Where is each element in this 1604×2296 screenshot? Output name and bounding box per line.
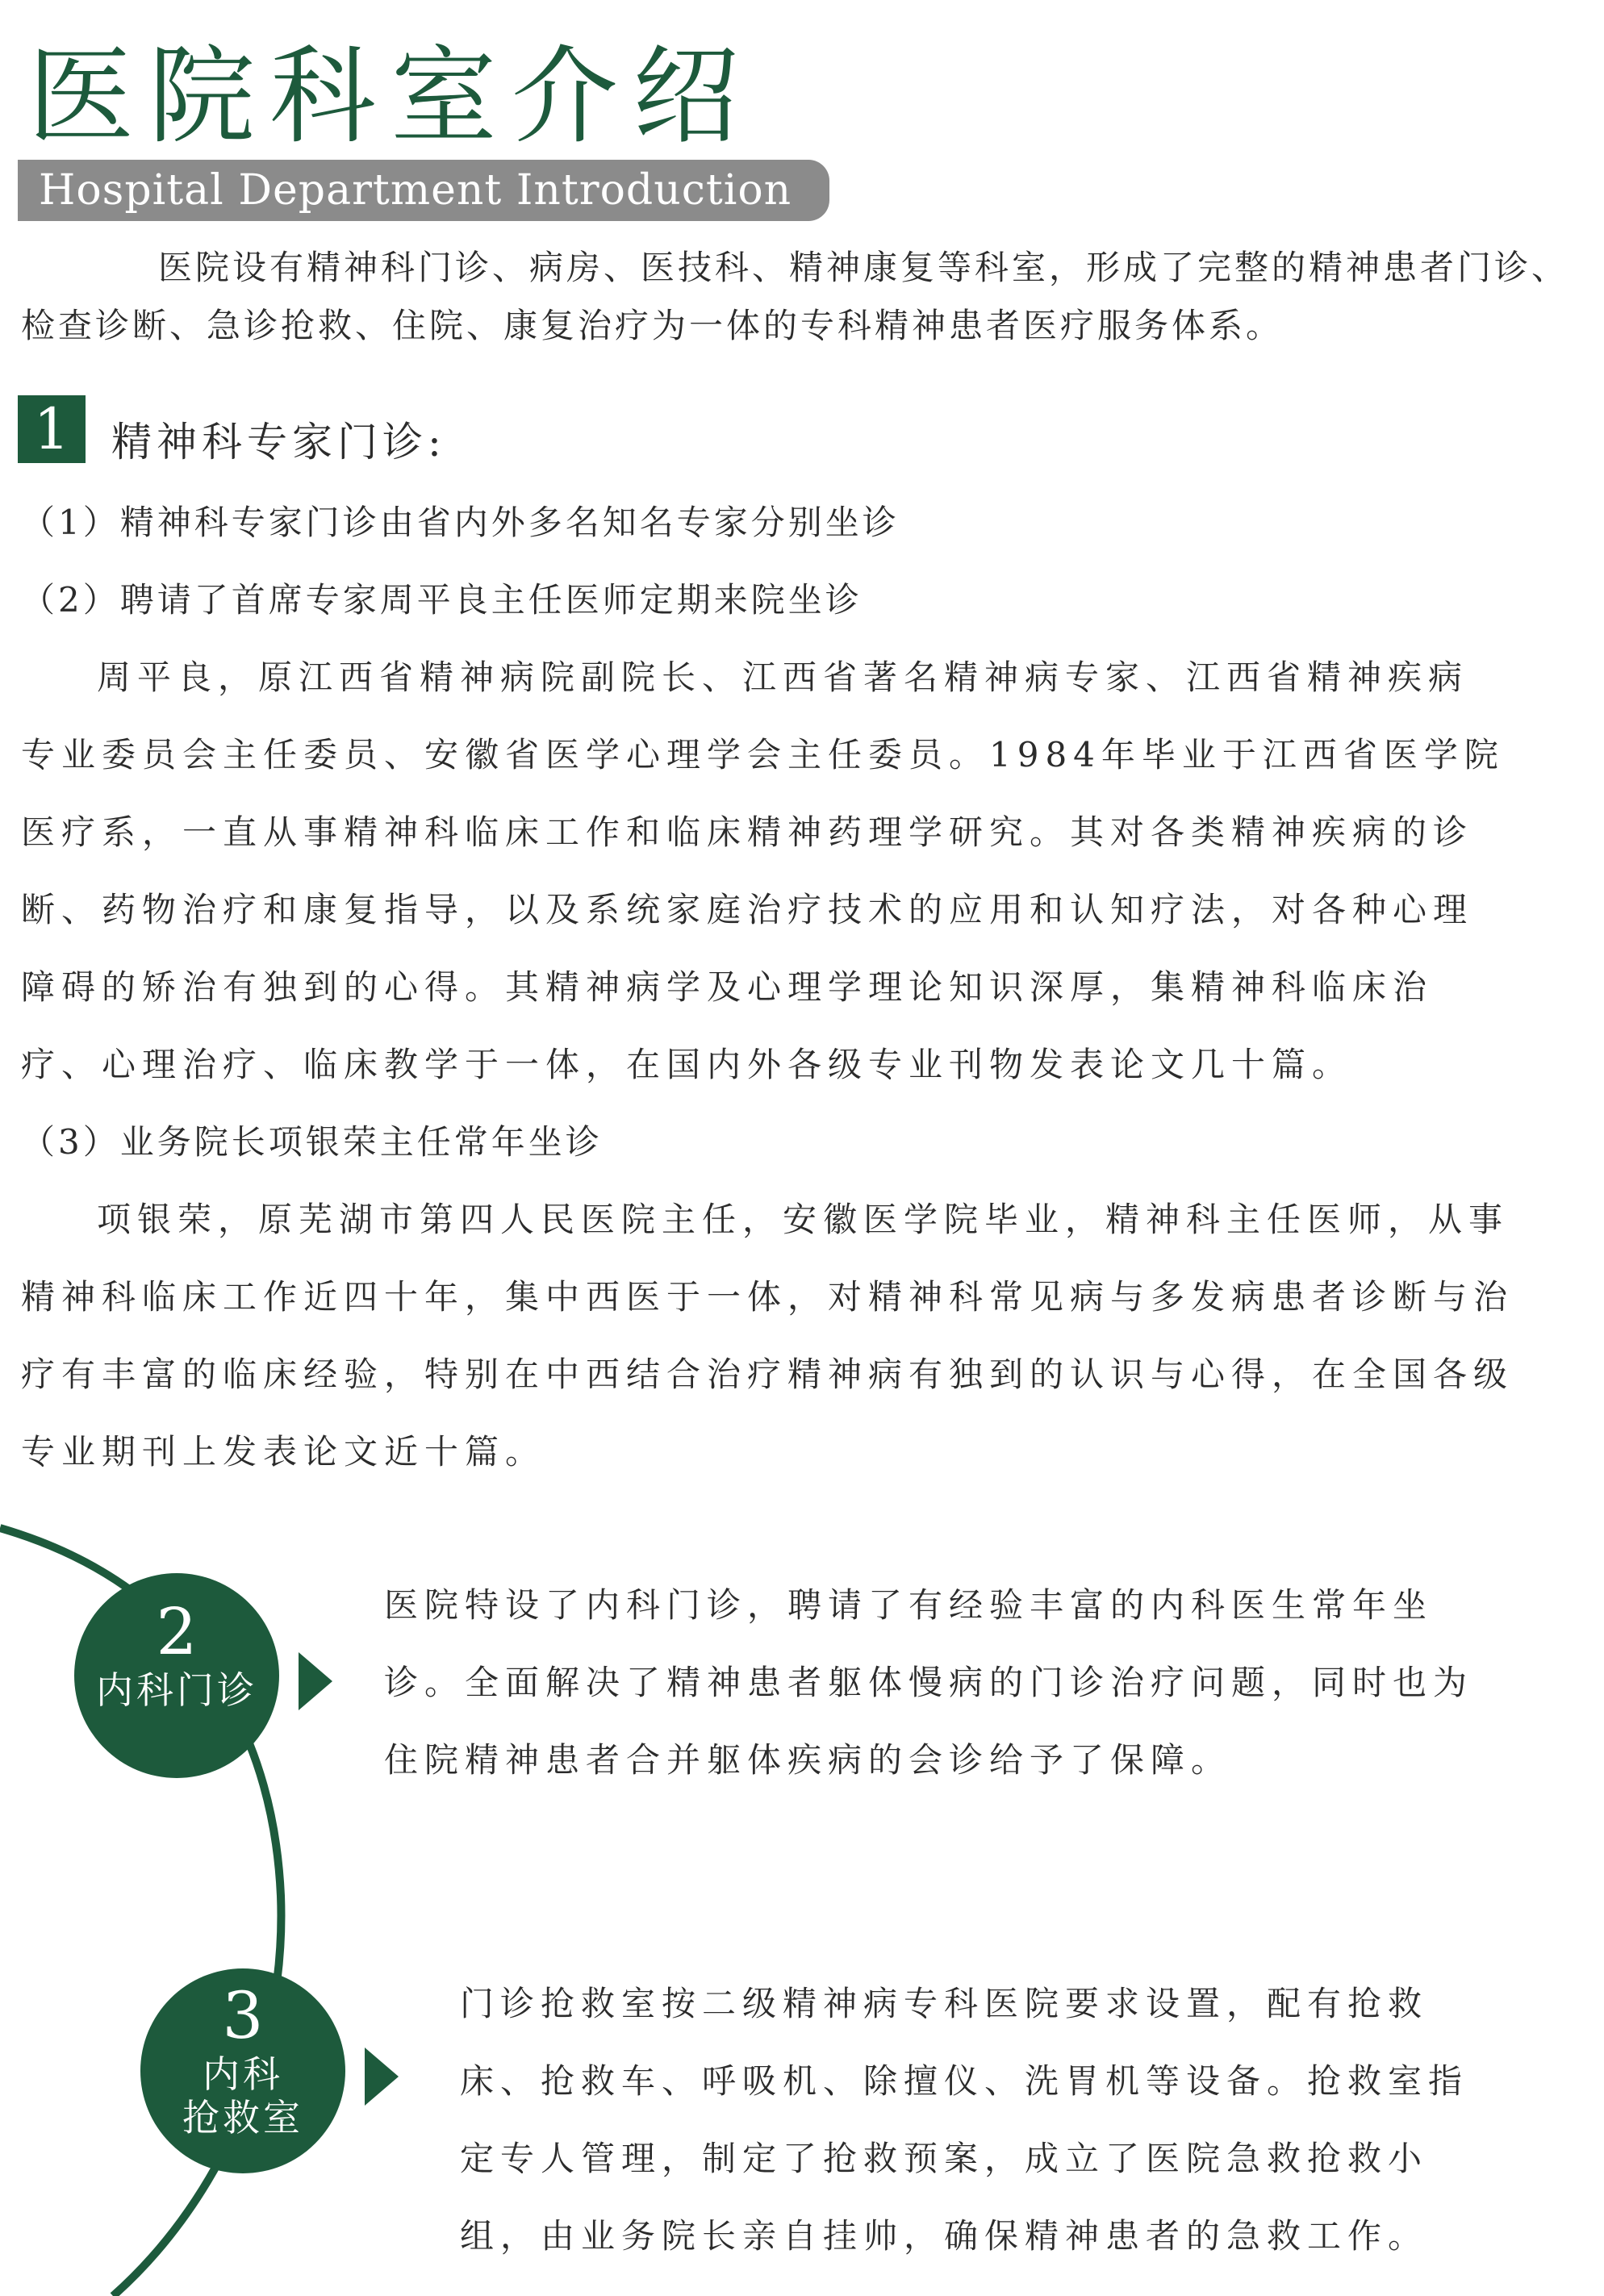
zhou-bio-line: 医疗系，一直从事精神科临床工作和临床精神药理学研究。其对各类精神疾病的诊 bbox=[21, 812, 1474, 852]
zhou-bio-line: 疗、心理治疗、临床教学于一体，在国内外各级专业刊物发表论文几十篇。 bbox=[21, 1045, 1353, 1084]
intro-text: 医院设有精神科门诊、病房、医技科、精神康复等科室，形成了完整的精神患者门诊、检查诊断、急诊抢救、住院、康复治疗为一体的专科精神患者医疗服务体系。 bbox=[21, 248, 1569, 345]
section-2-number: 2 bbox=[156, 1594, 198, 1669]
section-1-badge: 1 bbox=[18, 395, 86, 463]
section-2-line: 诊。全面解决了精神患者躯体慢病的门诊治疗问题，同时也为 bbox=[384, 1663, 1474, 1702]
intro-paragraph bbox=[21, 239, 1570, 355]
xiang-bio-line: 疗有丰富的临床经验，特别在中西结合治疗精神病有独到的认识与心得，在全国各级 bbox=[21, 1355, 1514, 1394]
xiang-bio-line: 精神科临床工作近四十年，集中西医于一体，对精神科常见病与多发病患者诊断与治 bbox=[21, 1277, 1514, 1317]
xiang-bio-line: 专业期刊上发表论文近十篇。 bbox=[21, 1432, 546, 1472]
section-3-line: 组，由业务院长亲自挂帅，确保精神患者的急救工作。 bbox=[460, 2216, 1429, 2256]
subtitle-text: Hospital Department Introduction bbox=[39, 166, 792, 215]
xiang-bio-line: 项银荣，原芜湖市第四人民医院主任，安徽医学院毕业，精神科主任医师，从事 bbox=[97, 1200, 1510, 1239]
zhou-bio-line: 专业委员会主任委员、安徽省医学心理学会主任委员。1984年毕业于江西省医学院 bbox=[21, 735, 1505, 774]
section-2-circle bbox=[74, 1573, 279, 1778]
section-2-text bbox=[384, 1567, 1473, 1799]
section-3-number: 3 bbox=[222, 1978, 264, 2053]
section-1-item-1: （1）精神科专家门诊由省内外多名知名专家分别坐诊 bbox=[21, 503, 900, 542]
section-2-arrow-icon bbox=[299, 1652, 332, 1710]
section-3-line: 门诊抢救室按二级精神病专科医院要求设置，配有抢救 bbox=[460, 1984, 1429, 2023]
section-3-text bbox=[460, 1965, 1468, 2275]
section-1-item-3: （3）业务院长项银荣主任常年坐诊 bbox=[21, 1122, 603, 1162]
section-3-line: 床、抢救车、呼吸机、除擅仪、洗胃机等设备。抢救室指 bbox=[460, 2061, 1469, 2101]
section-3-label-line2: 抢救室 bbox=[182, 2096, 303, 2139]
section-3-label-line1: 内科 bbox=[203, 2052, 283, 2096]
section-3-arrow-icon bbox=[365, 2048, 399, 2106]
zhou-bio-line: 障碍的矫治有独到的心得。其精神病学及心理学理论知识深厚，集精神科临床治 bbox=[21, 967, 1434, 1007]
zhou-bio-line: 断、药物治疗和康复指导，以及系统家庭治疗技术的应用和认知疗法，对各种心理 bbox=[21, 890, 1474, 929]
section-3-line: 定专人管理，制定了抢救预案，成立了医院急救抢救小 bbox=[460, 2139, 1429, 2178]
page-title: 医院科室介绍 bbox=[27, 35, 754, 159]
section-1-title: 精神科专家门诊: bbox=[111, 419, 446, 465]
subtitle-banner bbox=[18, 160, 829, 221]
section-2-line: 住院精神患者合并躯体疾病的会诊给予了保障。 bbox=[384, 1740, 1232, 1780]
section-2-line: 医院特设了内科门诊，聘请了有经验丰富的内科医生常年坐 bbox=[384, 1585, 1434, 1625]
section-2-label: 内科门诊 bbox=[96, 1668, 257, 1712]
zhou-bio-line: 周平良，原江西省精神病院副院长、江西省著名精神病专家、江西省精神疾病 bbox=[97, 657, 1469, 697]
section-3-circle bbox=[140, 1968, 345, 2173]
section-1-item-2: （2）聘请了首席专家周平良主任医师定期来院坐诊 bbox=[21, 580, 863, 620]
